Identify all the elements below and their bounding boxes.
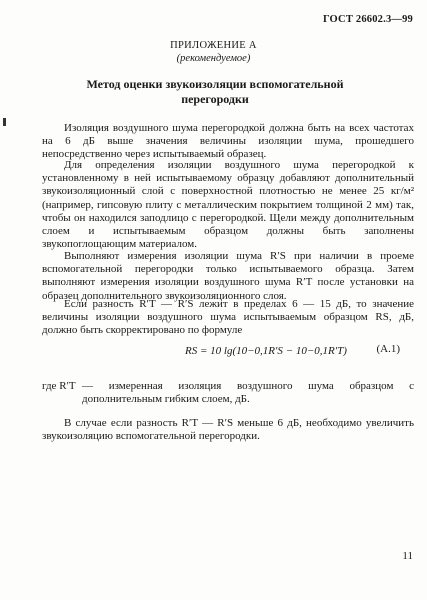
paragraph-1: Изоляция воздушного шума перегородкой должна быть на всех частотах на 6 дБ выше значения величины изоляции шума, прошедшего непосредственно через испытываемый образец. — [42, 122, 414, 161]
formula-number: (А.1) — [376, 343, 400, 355]
page-number: 11 — [402, 550, 413, 562]
where-label: где R′T — [42, 380, 76, 392]
formula-rhs: = 10 lg(10−0,1R′S − 10−0,1R′T) — [199, 345, 347, 357]
standard-header: ГОСТ 26602.3—99 — [322, 14, 413, 25]
paragraph-4: Если разность R′T — R′S лежит в пределах 6 — 15 дБ, то значение величины изоляции воздушного шума испытываемым образцом RS, дБ, должно быть скорректировано по формуле — [42, 298, 414, 337]
appendix-subtitle: (рекомендуемое) — [176, 53, 251, 64]
where-description: — измеренная изоляция воздушного шума образцом с дополнительным гибким слоем, дБ. — [82, 380, 414, 406]
margin-mark — [3, 118, 6, 126]
appendix-title: ПРИЛОЖЕНИЕ А — [170, 40, 257, 51]
paragraph-3: Выполняют измерения изоляции шума R′S при наличии в проеме вспомогательной перегородки только испытываемого образца. Затем выполняют измерения изоляции воздушного шума R′T после установки на образец дополнительного звукоизоляционного слоя. — [42, 250, 414, 302]
paragraph-final: В случае если разность R′T — R′S меньше 6 дБ, необходимо увеличить звукоизоляцию вспомогательной перегородки. — [42, 417, 414, 443]
document-title: Метод оценки звукоизоляции вспомогательной перегородки — [86, 77, 344, 106]
formula-row — [42, 345, 414, 365]
paragraph-2: Для определения изоляции воздушного шума перегородкой к установленному в ней испытываемому образцу добавляют дополнительный звукоизоляционный слой с поверхностной плотностью не менее 25 кг/м² (например, гипсовую плиту с металлическим покрытием толщиной 2 мм) так, чтобы он находился заподлицо с перегородкой. Щели между дополнительным слоем и испытываемым образцом должны быть заполнены звукопоглощающим материалом. — [42, 159, 414, 251]
formula — [185, 345, 347, 357]
formula-lhs: RS — [185, 345, 198, 357]
